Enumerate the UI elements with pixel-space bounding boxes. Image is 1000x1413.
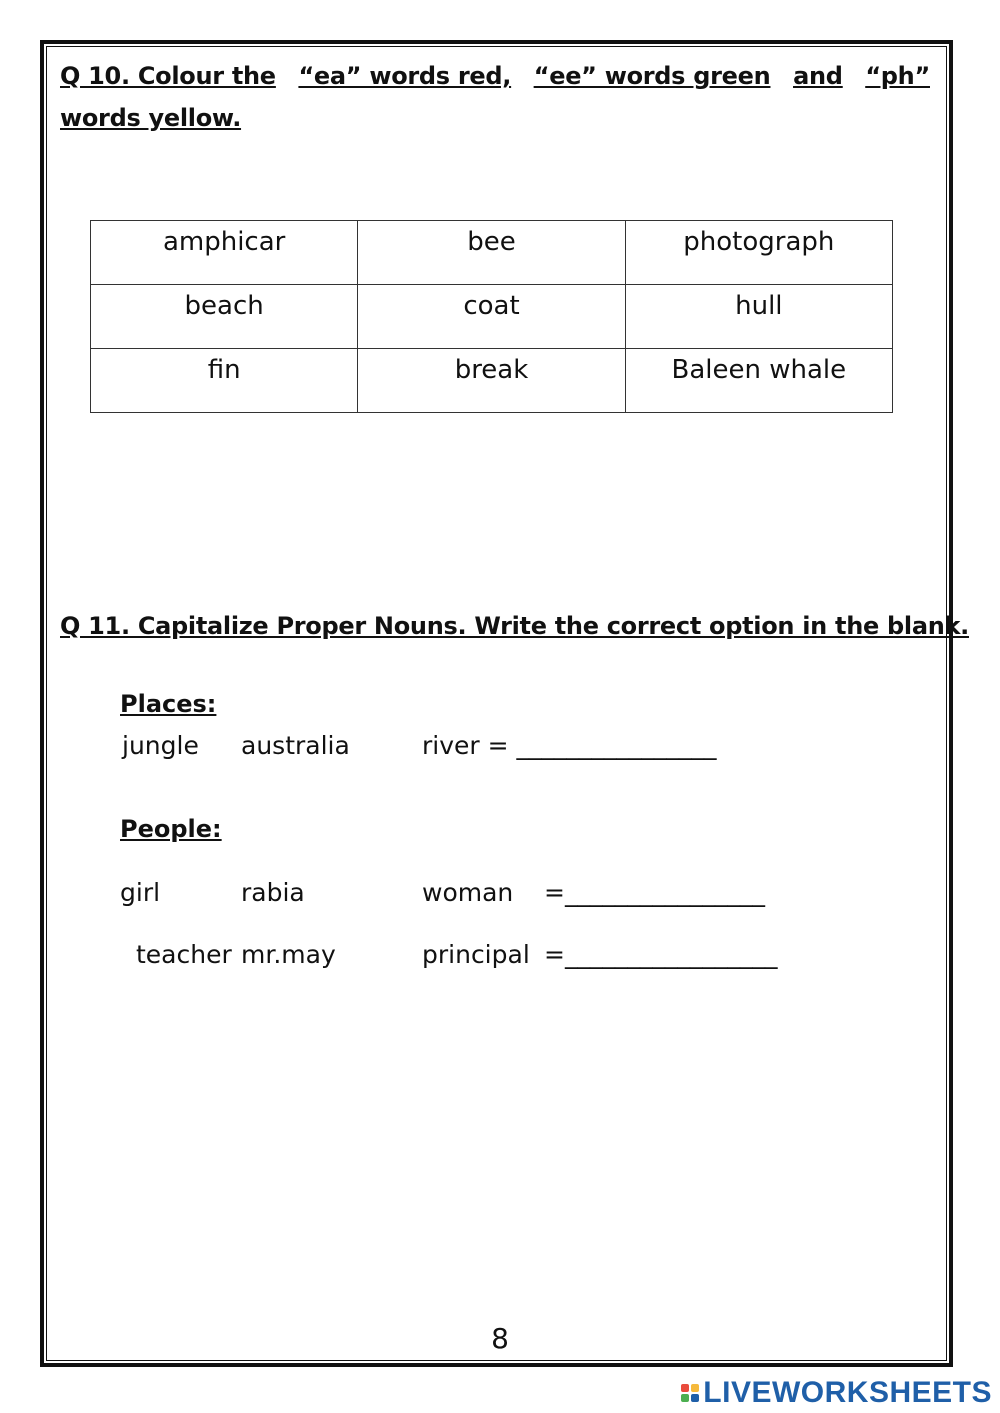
people-word: principal xyxy=(422,940,530,969)
q10-heading-part: “ee” words green xyxy=(533,62,771,90)
places-answer-blank[interactable]: river = ________________ xyxy=(422,731,717,760)
word-cell[interactable]: coat xyxy=(358,285,625,349)
places-word: australia xyxy=(241,731,350,760)
q10-heading-part: Q 10. Colour the xyxy=(60,62,276,90)
logo-text: LIVEWORKSHEETS xyxy=(703,1376,992,1409)
word-cell[interactable]: beach xyxy=(91,285,358,349)
people-label: People: xyxy=(120,815,222,843)
people-word: woman xyxy=(422,878,514,907)
word-cell[interactable]: break xyxy=(358,349,625,413)
table-row xyxy=(91,349,893,413)
people-answer-blank[interactable]: =_________________ xyxy=(544,940,778,969)
word-cell[interactable]: photograph xyxy=(625,221,892,285)
places-label: Places: xyxy=(120,690,217,718)
logo-icon xyxy=(681,1384,699,1402)
q10-heading-part: and xyxy=(793,62,843,90)
q10-heading-part: “ph” xyxy=(865,62,930,90)
table-row xyxy=(91,285,893,349)
word-cell[interactable]: fin xyxy=(91,349,358,413)
word-cell[interactable]: hull xyxy=(625,285,892,349)
people-word: mr.may xyxy=(241,940,336,969)
word-table xyxy=(90,220,893,413)
page-number: 8 xyxy=(491,1322,509,1355)
word-cell[interactable]: bee xyxy=(358,221,625,285)
liveworksheets-logo[interactable] xyxy=(681,1376,992,1410)
people-answer-blank[interactable]: =________________ xyxy=(544,878,765,907)
q10-heading-line2: words yellow. xyxy=(60,104,242,132)
q10-heading-part: “ea” words red, xyxy=(298,62,512,90)
word-cell[interactable]: Baleen whale xyxy=(625,349,892,413)
places-word: jungle xyxy=(122,731,199,760)
q11-heading: Q 11. Capitalize Proper Nouns. Write the correct option in the blank. xyxy=(60,612,969,640)
people-word: rabia xyxy=(241,878,305,907)
q10-heading-line1 xyxy=(60,62,930,90)
word-cell[interactable]: amphicar xyxy=(91,221,358,285)
table-row xyxy=(91,221,893,285)
people-word: teacher xyxy=(136,940,232,969)
people-word: girl xyxy=(120,878,161,907)
